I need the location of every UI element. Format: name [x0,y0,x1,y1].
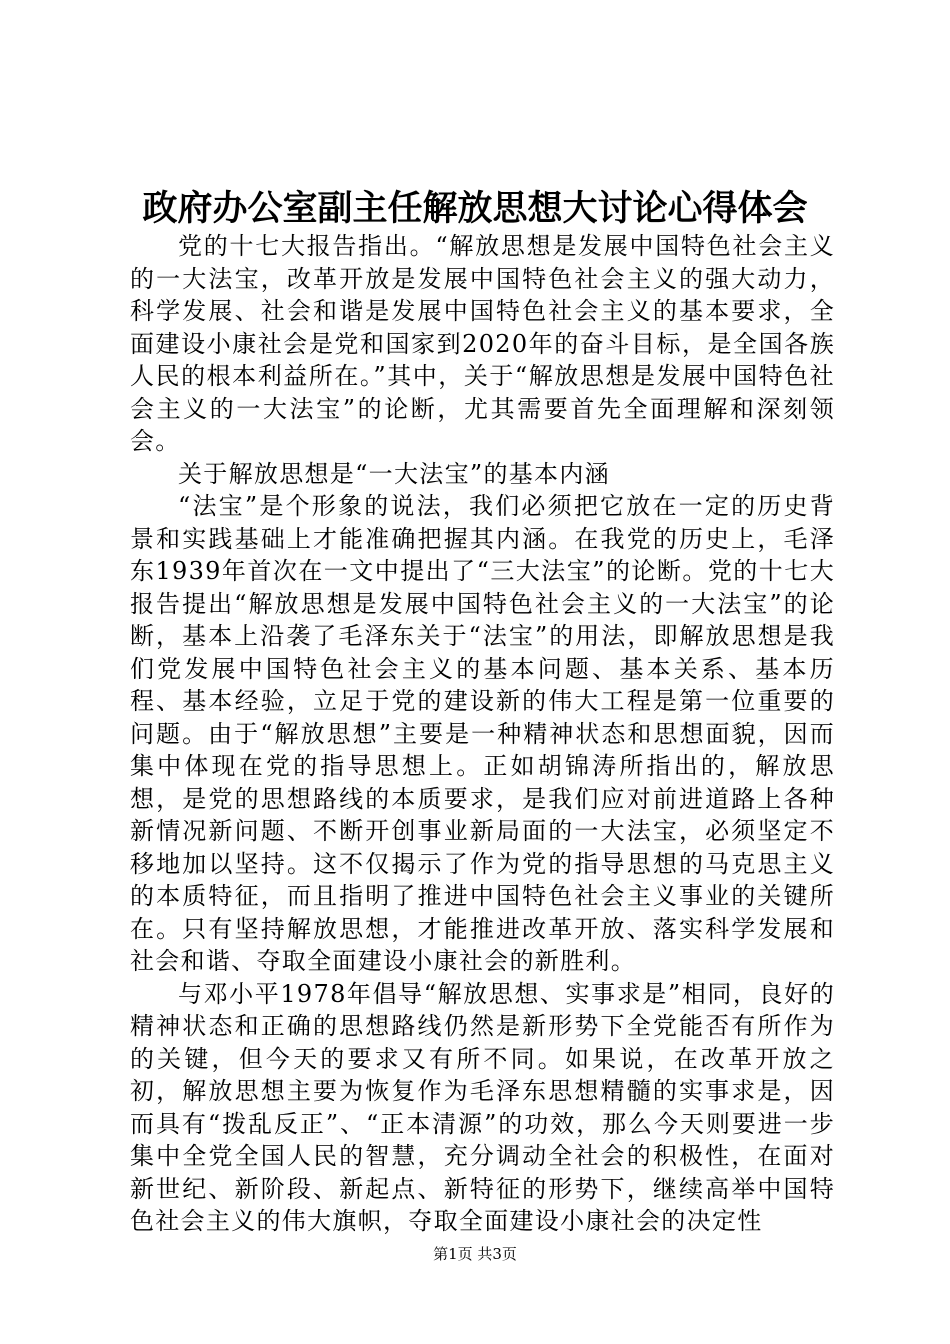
page-footer: 第1页 共3页 [433,1245,517,1263]
document-body [130,230,835,1238]
paragraph-fabao: “法宝”是个形象的说法，我们必须把它放在一定的历史背景和实践基础上才能准确把握其内涵。在我党的历史上，毛泽东1939年首次在一文中提出了“三大法宝”的论断。党的十七大报告提出“解放思想是发展中国特色社会主义的一大法宝”的论断，基本上沿袭了毛泽东关于“法宝”的用法，即解放思想是我们党发展中国特色社会主义的基本问题、基本关系、基本历程、基本经验，立足于党的建设新的伟大工程是第一位重要的问题。由于“解放思想”主要是一种精神状态和思想面貌，因而集中体现在党的指导思想上。正如胡锦涛所指出的，解放思想，是党的思想路线的本质要求，是我们应对前进道路上各种新情况新问题、不断开创事业新局面的一大法宝，必须坚定不移地加以坚持。这不仅揭示了作为党的指导思想的马克思主义的本质特征，而且指明了推进中国特色社会主义事业的关键所在。只有坚持解放思想，才能推进改革开放、落实科学发展和社会和谐、夺取全面建设小康社会的新胜利。 [130,492,835,975]
document-title: 政府办公室副主任解放思想大讨论心得体会 [142,188,808,229]
section-heading: 关于解放思想是“一大法宝”的基本内涵 [178,459,610,488]
paragraph-intro: 党的十七大报告指出。“解放思想是发展中国特色社会主义的一大法宝，改革开放是发展中国特色社会主义的强大动力，科学发展、社会和谐是发展中国特色社会主义的基本要求，全面建设小康社会是党和国家到2020年的奋斗目标，是全国各族人民的根本利益所在。”其中，关于“解放思想是发展中国特色社会主义的一大法宝”的论断，尤其需要首先全面理解和深刻领会。 [130,232,835,455]
paragraph-dengxiaoping: 与邓小平1978年倡导“解放思想、实事求是”相同，良好的精神状态和正确的思想路线仍然是新形势下全党能否有所作为的关键，但今天的要求又有所不同。如果说，在改革开放之初，解放思想主要为恢复作为毛泽东思想精髓的实事求是，因而具有“拨乱反正”、“正本清源”的功效，那么今天则要进一步集中全党全国人民的智慧，充分调动全社会的积极性，在面对新世纪、新阶段、新起点、新特征的形势下，继续高举中国特色社会主义的伟大旗帜，夺取全面建设小康社会的决定性 [130,979,835,1235]
